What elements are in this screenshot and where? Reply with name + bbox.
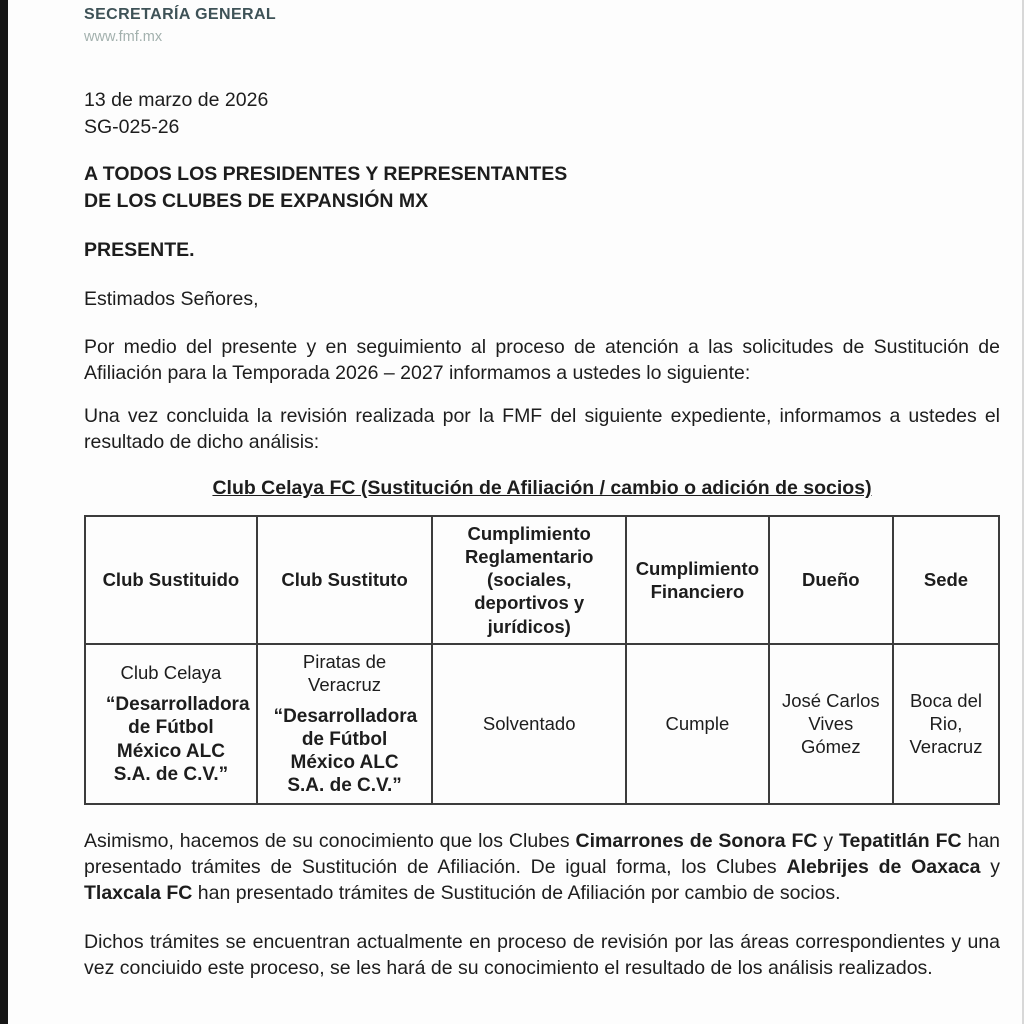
date-reference-block xyxy=(84,87,1000,141)
cell-club-sustituido xyxy=(85,644,257,804)
addressee-line-1: A TODOS LOS PRESIDENTES Y REPRESENTANTES xyxy=(84,163,568,185)
table-header-row xyxy=(85,516,999,644)
cell-club-sustituto xyxy=(257,644,432,804)
header-club-sustituto: Club Sustituto xyxy=(257,516,432,644)
substitution-table xyxy=(84,515,1000,805)
table-row xyxy=(85,644,999,804)
paragraph-intro: Por medio del presente y en seguimiento al proceso de atención a las solicitudes de Sustitución de Afiliación para la Temporada 2026 – 2027 informamos a ustedes lo siguiente: xyxy=(84,336,1000,384)
letter-date: 13 de marzo de 2026 xyxy=(84,89,269,111)
header-cumplimiento-reglamentario: Cumplimiento Reglamentario (sociales, deportivos y jurídicos) xyxy=(432,516,626,644)
sede-value: Boca del Rio, Veracruz xyxy=(909,689,983,758)
paragraph-other-clubs: Asimismo, hacemos de su conocimiento que los Clubes Cimarrones de Sonora FC y Tepatitlán FC han presentado trámites de Sustitución de Afiliación. De igual forma, los Clubes Alebrijes de Oaxaca y Tlaxcala FC han presentado trámites de Sustitución de Afiliación por cambio de socios. xyxy=(84,829,1001,904)
salutation: Estimados Señores, xyxy=(84,288,259,310)
dueno-name: José Carlos Vives Gómez xyxy=(781,689,880,758)
header-club-sustituido: Club Sustituido xyxy=(85,516,257,644)
presente-line: PRESENTE. xyxy=(84,239,195,261)
letter-document xyxy=(84,0,1000,981)
letterhead xyxy=(84,6,1000,45)
club-sustituido-name: Club Celaya xyxy=(120,662,222,684)
table-title: Club Celaya FC (Sustitución de Afiliación / cambio o adición de socios) xyxy=(212,477,872,499)
header-sede: Sede xyxy=(893,516,999,644)
cell-cumplimiento-financiero: Cumple xyxy=(626,644,769,804)
cell-sede xyxy=(893,644,999,804)
cell-dueno xyxy=(769,644,893,804)
header-dueno: Dueño xyxy=(769,516,893,644)
paragraph-closing: Dichos trámites se encuentran actualmente en proceso de revisión por las áreas correspondientes y una vez conciuido este proceso, se les hará de su conocimiento el resultado de los análisis realizados. xyxy=(84,930,1000,979)
cell-cumplimiento-reglamentario: Solventado xyxy=(432,644,626,804)
addressee-block xyxy=(84,161,1000,215)
club-sustituto-name: Piratas de Veracruz xyxy=(302,650,387,695)
secretaria-general-title: SECRETARÍA GENERAL xyxy=(84,6,277,23)
scan-left-edge xyxy=(0,0,8,1024)
reference-number: SG-025-26 xyxy=(84,116,180,138)
paragraph-revision: Una vez concluida la revisión realizada por la FMF del siguiente expediente, informamos a ustedes el resultado de dicho análisis: xyxy=(84,405,1000,453)
club-sustituido-company: “Desarrolladora de Fútbol México ALC S.A. de C.V.” xyxy=(105,694,250,785)
addressee-line-2: DE LOS CLUBES DE EXPANSIÓN MX xyxy=(84,190,429,212)
header-cumplimiento-financiero: Cumplimiento Financiero xyxy=(626,516,769,644)
club-sustituto-company: “Desarrolladora de Fútbol México ALC S.A. de C.V.” xyxy=(273,705,418,797)
fmf-website-url: www.fmf.mx xyxy=(84,29,163,45)
